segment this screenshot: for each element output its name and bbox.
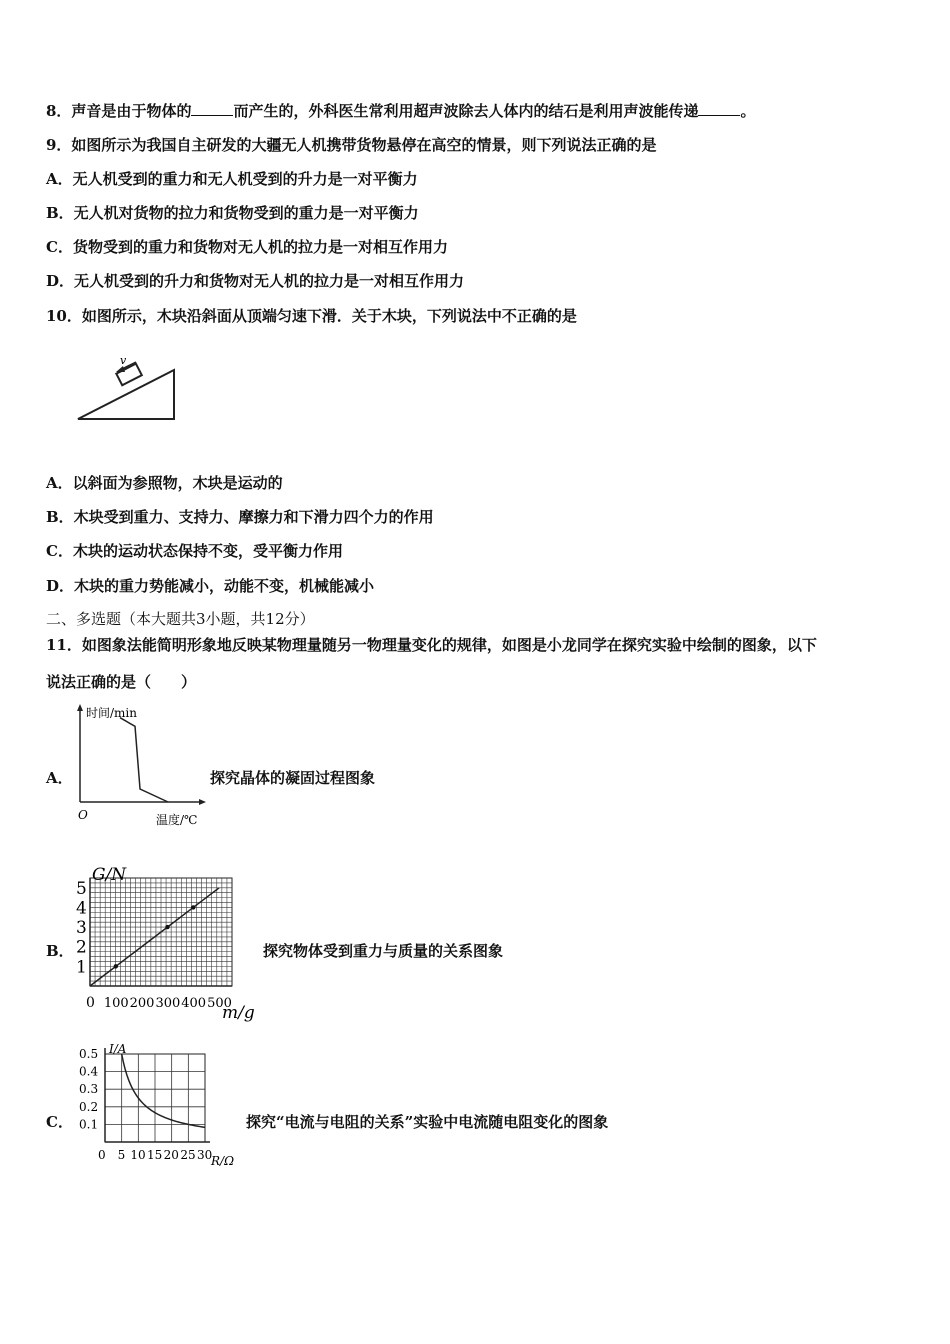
q8-part2: 而产生的，外科医生常利用超声波除去人体内的结石是利用声波能传递	[233, 102, 699, 120]
q11-option-b-label[interactable]: B．	[46, 942, 74, 960]
chart-b-data-point	[165, 925, 169, 929]
incline-figure	[70, 352, 185, 427]
chart-c-x-tick-label: 5	[117, 1148, 126, 1162]
chart-a-crystal-solidification	[72, 702, 212, 830]
chart-b-x-tick-label: 100	[103, 996, 129, 1011]
q11-option-c-label[interactable]: C．	[46, 1113, 73, 1131]
chart-c-origin: 0	[98, 1148, 106, 1162]
chart-b-y-tick-label: 5	[76, 878, 87, 899]
chart-a-curve	[120, 718, 168, 802]
q10-option-a[interactable]: A．以斜面为参照物，木块是运动的	[46, 474, 283, 492]
chart-c-y-tick-label: 0.1	[79, 1117, 99, 1132]
chart-b-y-tick-label: 2	[76, 937, 87, 958]
q8-part1: 8．声音是由于物体的	[46, 102, 192, 120]
chart-c-series-curve	[122, 1054, 205, 1127]
chart-c-x-tick-label: 10	[130, 1148, 146, 1162]
q11-option-c-desc: 探究“电流与电阻的关系”实验中电流随电阻变化的图象	[246, 1113, 609, 1131]
chart-b-y-tick-label: 3	[76, 918, 87, 939]
chart-c-current-resistance	[75, 1042, 250, 1170]
question-8	[46, 101, 755, 121]
q11-option-a-desc: 探究晶体的凝固过程图象	[210, 769, 376, 787]
chart-b-y-tick-label: 4	[76, 898, 87, 919]
chart-b-y-ticks	[76, 879, 87, 978]
chart-a-origin: O	[78, 808, 88, 822]
chart-a-xlabel: 温度/℃	[156, 813, 198, 827]
q9-option-a[interactable]: A．无人机受到的重力和无人机受到的升力是一对平衡力	[46, 170, 418, 188]
chart-c-xlabel: R/Ω	[211, 1154, 235, 1168]
chart-c-y-tick-label: 0.4	[79, 1064, 99, 1079]
chart-b-x-tick-label: 500	[207, 996, 232, 1011]
chart-b-y-tick-label: 1	[76, 957, 87, 978]
question-10-stem: 10．如图所示，木块沿斜面从顶端匀速下滑．关于木块，下列说法中不正确的是	[46, 307, 577, 325]
section-2-title: 二、多选题（本大题共3小题，共12分）	[46, 610, 315, 628]
chart-c-y-tick-label: 0.2	[79, 1099, 99, 1114]
chart-c-y-ticks	[79, 1047, 98, 1131]
q8-part3: 。	[740, 102, 756, 120]
question-11-stem-line1: 11．如图象法能简明形象地反映某物理量随另一物理量变化的规律，如图是小龙同学在探究实验中绘制的图象，以下	[46, 636, 817, 654]
q9-option-b[interactable]: B．无人机对货物的拉力和货物受到的重力是一对平衡力	[46, 204, 419, 222]
chart-b-ylabel: G/N	[92, 865, 127, 885]
chart-c-x-ticks	[118, 1148, 213, 1162]
chart-c-x-tick-label: 20	[163, 1148, 179, 1162]
chart-b-x-tick-label: 300	[155, 996, 181, 1011]
chart-c-y-tick-label: 0.5	[79, 1047, 99, 1061]
chart-b-gravity-mass	[72, 860, 262, 1025]
q9-option-d[interactable]: D．无人机受到的升力和货物对无人机的拉力是一对相互作用力	[46, 272, 465, 290]
chart-b-data-point	[114, 964, 118, 968]
chart-c-x-tick-label: 15	[147, 1148, 163, 1162]
chart-a-x-arrow	[199, 799, 206, 805]
chart-c-x-tick-label: 30	[197, 1148, 213, 1162]
chart-b-x-tick-label: 400	[181, 996, 207, 1011]
chart-b-origin: 0	[86, 995, 95, 1011]
q10-option-c[interactable]: C．木块的运动状态保持不变，受平衡力作用	[46, 542, 343, 560]
q10-option-b[interactable]: B．木块受到重力、支持力、摩擦力和下滑力四个力的作用	[46, 508, 434, 526]
chart-b-x-tick-label: 200	[129, 996, 155, 1011]
q9-option-c[interactable]: C．货物受到的重力和货物对无人机的拉力是一对相互作用力	[46, 238, 448, 256]
q11-option-b-desc: 探究物体受到重力与质量的关系图象	[263, 942, 504, 960]
q11-option-a-label[interactable]: A．	[46, 769, 73, 787]
q8-blank-1[interactable]	[191, 101, 233, 116]
chart-b-x-ticks	[104, 996, 232, 1011]
q8-blank-2[interactable]	[698, 101, 740, 116]
chart-a-ylabel: 时间/min	[86, 706, 137, 720]
chart-c-ylabel: I/A	[109, 1042, 127, 1056]
q10-option-d[interactable]: D．木块的重力势能减小，动能不变，机械能减小	[46, 577, 375, 595]
velocity-label: v	[120, 354, 127, 367]
chart-c-grid	[105, 1054, 205, 1142]
chart-b-xlabel: m/g	[222, 1003, 255, 1023]
chart-c-x-tick-label: 25	[180, 1148, 196, 1162]
chart-c-y-tick-label: 0.3	[79, 1082, 99, 1097]
chart-a-y-arrow	[77, 704, 83, 711]
question-9-stem: 9．如图所示为我国自主研发的大疆无人机携带货物悬停在高空的情景，则下列说法正确的是	[46, 136, 657, 154]
chart-b-data-point	[191, 905, 195, 909]
question-11-stem-line2: 说法正确的是（ ）	[46, 673, 197, 691]
